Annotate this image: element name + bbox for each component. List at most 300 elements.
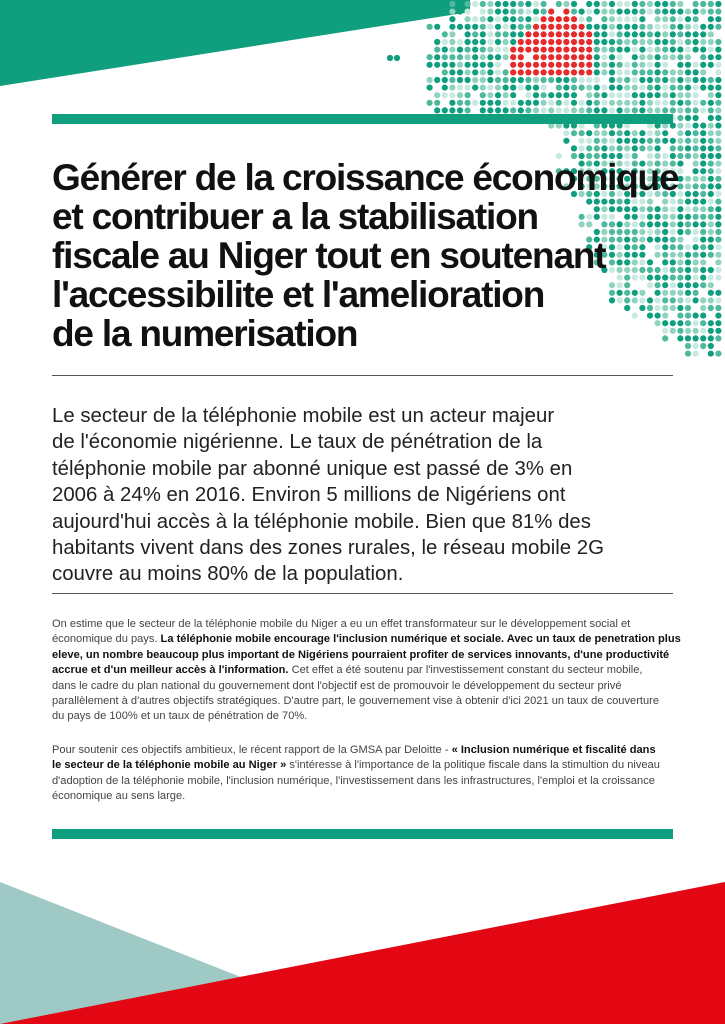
map-dot [586,130,592,136]
map-dot [480,69,486,75]
map-dot [617,16,623,22]
map-dot [700,100,706,106]
map-dot [487,62,493,68]
map-dot [617,85,623,91]
map-dot [480,9,486,15]
map-dot [624,31,630,37]
map-dot [677,138,683,144]
map-dot [518,85,524,91]
map-dot [579,62,585,68]
map-dot [465,1,471,7]
map-dot [472,100,478,106]
map-dot [677,16,683,22]
map-dot [541,100,547,106]
map-dot [715,313,721,319]
map-dot [525,107,531,113]
map-dot [586,39,592,45]
map-dot [556,47,562,53]
map-dot [510,85,516,91]
map-dot [693,153,699,159]
map-dot [708,153,714,159]
map-dot [487,69,493,75]
map-dot [533,77,539,83]
map-dot [449,31,455,37]
map-dot [693,252,699,258]
map-dot [579,77,585,83]
map-dot [533,31,539,37]
map-dot [472,1,478,7]
map-dot [708,9,714,15]
map-dot [617,1,623,7]
map-dot [518,77,524,83]
map-dot [685,100,691,106]
map-dot [586,107,592,113]
map-dot [518,107,524,113]
map-dot [472,24,478,30]
map-dot [715,92,721,98]
map-dot [586,54,592,60]
map-dot [518,62,524,68]
map-dot [700,168,706,174]
map-dot [548,69,554,75]
lead-paragraph [52,403,673,588]
map-dot [670,92,676,98]
map-dot [556,1,562,7]
map-dot [518,24,524,30]
map-dot [700,252,706,258]
map-dot [556,62,562,68]
map-dot [708,267,714,273]
map-dot [662,9,668,15]
map-dot [715,191,721,197]
map-dot [624,130,630,136]
map-dot [685,115,691,121]
map-dot [700,206,706,212]
map-dot [457,47,463,53]
map-dot [662,69,668,75]
map-dot [571,39,577,45]
map-dot [693,206,699,212]
map-dot [677,9,683,15]
map-dot [693,313,699,319]
map-dot [563,62,569,68]
map-dot [495,1,501,7]
map-dot [449,9,455,15]
map-dot [617,9,623,15]
map-dot [708,47,714,53]
lead-line: habitants vivent dans des zones rurales, le réseau mobile 2G [52,537,604,560]
lead-line: 2006 à 24% en 2016. Environ 5 millions de Nigériens ont [52,484,566,507]
map-dot [685,130,691,136]
map-dot [670,85,676,91]
map-dot [556,54,562,60]
map-dot [495,24,501,30]
title-line: et contribuer a la stabilisation [52,196,538,237]
map-dot [457,77,463,83]
map-dot [670,47,676,53]
map-dot [624,47,630,53]
map-dot [571,31,577,37]
map-dot [708,206,714,212]
map-dot [700,62,706,68]
map-dot [624,138,630,144]
body-line: du pays de 100% et un taux de pénétration de 70%. [52,710,308,723]
map-dot [586,62,592,68]
map-dot [465,62,471,68]
map-dot [647,62,653,68]
map-dot [700,77,706,83]
map-dot [495,85,501,91]
map-dot [495,16,501,22]
map-dot [563,54,569,60]
body-bold-run: eleve, un nombre beaucoup plus important de Nigériens pourraient profiter de services innovants, d'une productivité [52,648,670,661]
map-dot [685,275,691,281]
map-dot [662,16,668,22]
map-dot [700,199,706,205]
body-text-run: économique du pays. [52,633,161,646]
map-dot [495,39,501,45]
map-dot [594,92,600,98]
map-dot [700,85,706,91]
map-dot [442,85,448,91]
map-dot [510,9,516,15]
map-dot [487,9,493,15]
map-dot [480,62,486,68]
map-dot [465,92,471,98]
map-dot [495,9,501,15]
map-dot [434,107,440,113]
map-dot [548,16,554,22]
map-dot [639,100,645,106]
map-dot [541,54,547,60]
map-dot [715,259,721,265]
map-dot [533,85,539,91]
map-dot [571,100,577,106]
map-dot [434,100,440,106]
map-dot [632,69,638,75]
map-dot [556,69,562,75]
map-dot [670,31,676,37]
map-dot [685,176,691,182]
map-dot [624,92,630,98]
map-dot [639,47,645,53]
map-dot [708,168,714,174]
map-dot [556,31,562,37]
map-dot [601,130,607,136]
map-dot [715,77,721,83]
map-dot [639,39,645,45]
map-dot [548,100,554,106]
map-dot [685,16,691,22]
map-dot [685,290,691,296]
map-dot [624,16,630,22]
map-dot [617,145,623,151]
map-dot [594,47,600,53]
map-dot [662,62,668,68]
map-dot [495,31,501,37]
map-dot [647,107,653,113]
map-dot [480,85,486,91]
map-dot [487,31,493,37]
map-dot [677,24,683,30]
map-dot [655,31,661,37]
map-dot [624,69,630,75]
map-dot [715,138,721,144]
map-dot [586,69,592,75]
map-dot [685,214,691,220]
map-dot [586,145,592,151]
map-dot [670,16,676,22]
map-dot [677,92,683,98]
map-dot [586,16,592,22]
map-dot [715,130,721,136]
body-line: économique au sens large. [52,790,186,803]
map-dot [465,24,471,30]
map-dot [632,31,638,37]
map-dot [487,54,493,60]
map-dot [655,107,661,113]
map-dot [518,39,524,45]
map-dot [693,47,699,53]
map-dot [548,24,554,30]
map-dot [457,54,463,60]
map-dot [503,77,509,83]
map-dot [601,39,607,45]
map-dot [685,31,691,37]
map-dot [670,9,676,15]
map-dot [685,24,691,30]
map-dot [434,62,440,68]
map-dot [601,1,607,7]
map-dot [571,130,577,136]
map-dot [700,275,706,281]
map-dot [480,24,486,30]
map-dot [563,85,569,91]
map-dot [624,145,630,151]
map-dot [617,77,623,83]
map-dot [594,85,600,91]
map-dot [541,92,547,98]
map-dot [685,267,691,273]
map-dot [700,328,706,334]
map-dot [715,267,721,273]
map-dot [472,39,478,45]
map-dot [571,24,577,30]
map-dot [624,62,630,68]
map-dot [693,69,699,75]
body-text-run: Pour soutenir ces objectifs ambitieux, le récent rapport de la GMSA par Deloitte - [52,744,452,756]
map-dot [708,115,714,121]
map-dot [685,85,691,91]
map-dot [541,85,547,91]
map-dot [617,31,623,37]
map-dot [700,335,706,341]
map-dot [457,9,463,15]
map-dot [700,259,706,265]
map-dot [449,107,455,113]
map-dot [525,9,531,15]
map-dot [693,183,699,189]
map-dot [708,39,714,45]
map-dot [708,161,714,167]
map-dot [715,168,721,174]
map-dot [662,107,668,113]
map-dot [685,77,691,83]
map-dot [480,47,486,53]
map-dot [700,1,706,7]
map-dot [708,16,714,22]
map-dot [647,9,653,15]
map-dot [715,145,721,151]
map-dot [548,47,554,53]
map-dot [708,54,714,60]
map-dot [670,69,676,75]
map-dot [700,191,706,197]
map-dot [685,297,691,303]
map-dot [624,100,630,106]
map-dot [594,31,600,37]
map-dot [655,24,661,30]
map-dot [601,145,607,151]
map-dot [427,77,433,83]
map-dot [518,1,524,7]
map-dot [693,199,699,205]
map-dot [715,214,721,220]
map-dot [693,229,699,235]
title-line: l'accessibilite et l'amelioration [52,274,545,315]
map-dot [579,138,585,144]
map-dot [556,16,562,22]
map-dot [708,221,714,227]
map-dot [571,145,577,151]
map-dot [548,77,554,83]
map-dot [472,31,478,37]
map-dot [632,16,638,22]
map-dot [434,24,440,30]
map-dot [662,47,668,53]
map-dot [510,47,516,53]
map-dot [472,69,478,75]
map-dot [639,16,645,22]
map-dot [677,115,683,121]
map-dot [487,39,493,45]
map-dot [647,47,653,53]
map-dot [624,1,630,7]
map-dot [693,138,699,144]
map-dot [457,69,463,75]
map-dot [563,39,569,45]
lead-divider [52,593,673,594]
map-dot [632,1,638,7]
map-dot [601,100,607,106]
map-dot [693,107,699,113]
map-dot [449,69,455,75]
map-dot [655,1,661,7]
map-dot [503,1,509,7]
map-dot [586,77,592,83]
map-dot [700,183,706,189]
map-dot [594,100,600,106]
map-dot [685,351,691,357]
map-dot [708,62,714,68]
map-dot [571,1,577,7]
map-dot [465,77,471,83]
map-dot [601,9,607,15]
map-dot [662,39,668,45]
map-dot [662,138,668,144]
map-dot [670,54,676,60]
map-dot [708,214,714,220]
map-dot [655,85,661,91]
map-dot [586,92,592,98]
map-dot [594,77,600,83]
map-dot [427,62,433,68]
map-dot [715,199,721,205]
map-dot [609,47,615,53]
map-dot [693,191,699,197]
map-dot [693,259,699,265]
map-dot [518,69,524,75]
map-dot [548,9,554,15]
map-dot [693,221,699,227]
map-dot [487,24,493,30]
map-dot [700,313,706,319]
map-dot [518,16,524,22]
map-dot [472,47,478,53]
map-dot [609,130,615,136]
map-dot [685,244,691,250]
map-dot [693,31,699,37]
map-dot [548,92,554,98]
map-dot [449,54,455,60]
map-dot [715,328,721,334]
map-dot [586,47,592,53]
map-dot [571,16,577,22]
map-dot [387,55,393,61]
map-dot [472,85,478,91]
map-dot [685,69,691,75]
map-dot [708,24,714,30]
map-dot [708,191,714,197]
map-dot [586,138,592,144]
map-dot [579,69,585,75]
map-dot [639,130,645,136]
map-dot [563,77,569,83]
map-dot [693,130,699,136]
map-dot [510,107,516,113]
map-dot [472,62,478,68]
map-dot [708,138,714,144]
map-dot [685,229,691,235]
map-dot [693,214,699,220]
map-dot [541,39,547,45]
map-dot [601,62,607,68]
map-dot [449,16,455,22]
lead-line: Le secteur de la téléphonie mobile est un acteur majeur [52,405,555,427]
map-dot [541,1,547,7]
map-dot [708,343,714,349]
map-dot [662,92,668,98]
map-dot [518,9,524,15]
map-dot [708,305,714,311]
map-dot [700,221,706,227]
map-dot [503,24,509,30]
map-dot [715,85,721,91]
map-dot [434,92,440,98]
map-dot [541,9,547,15]
map-dot [579,9,585,15]
map-dot [700,47,706,53]
